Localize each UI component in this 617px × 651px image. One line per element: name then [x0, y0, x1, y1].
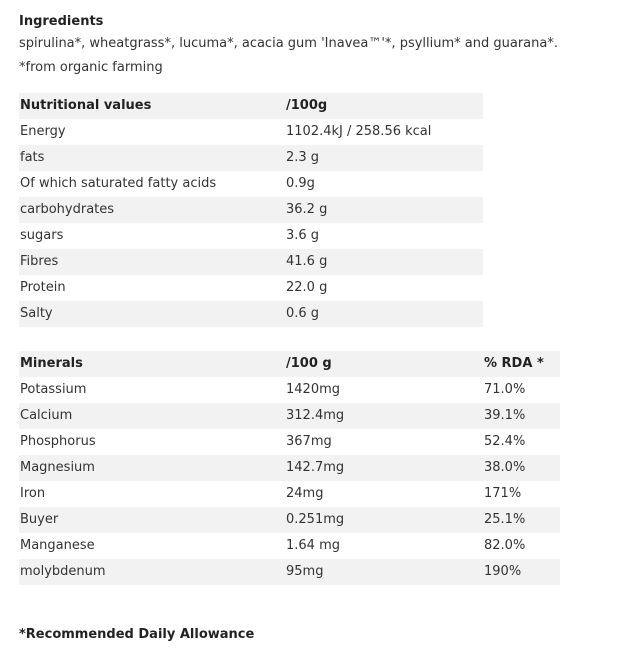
minerals-cell: [19, 585, 285, 611]
minerals-cell: 1420mg: [286, 382, 340, 397]
minerals-cell: Manganese: [20, 538, 95, 553]
product-info: [19, 12, 609, 645]
minerals-cell: 38.0%: [483, 455, 560, 481]
nutrition-row: [19, 249, 483, 275]
minerals-row: [19, 455, 560, 481]
minerals-row: [19, 377, 560, 403]
minerals-header-row: [19, 351, 560, 377]
nutrition-cell: fats: [19, 145, 285, 171]
minerals-cell: Calcium: [19, 403, 285, 429]
minerals-cell: 190%: [483, 559, 560, 585]
footnote: *Recommended Daily Allowance: [19, 627, 255, 642]
minerals-row: [19, 507, 560, 533]
minerals-cell: 71.0%: [484, 382, 526, 397]
minerals-header-cell: % RDA *: [483, 351, 560, 377]
nutrition-cell: Protein: [20, 280, 66, 295]
minerals-cell: 367mg: [286, 434, 332, 449]
nutrition-row: [19, 223, 483, 249]
minerals-header-cell: Minerals: [19, 351, 285, 377]
nutrition-cell: 0.6 g: [285, 301, 483, 327]
minerals-row: [19, 403, 560, 429]
minerals-header-cell: /100 g: [285, 351, 483, 377]
minerals-cell: 82.0%: [484, 538, 526, 553]
nutrition-row: [19, 275, 483, 301]
minerals-cell: 24mg: [286, 486, 324, 501]
minerals-cell: molybdenum: [19, 559, 285, 585]
minerals-cell: Potassium: [20, 382, 87, 397]
minerals-cell: Magnesium: [19, 455, 285, 481]
minerals-cell: Iron: [20, 486, 46, 501]
nutrition-row: [19, 119, 483, 145]
nutrition-cell: 36.2 g: [285, 197, 483, 223]
minerals-cell: 171%: [484, 486, 522, 501]
minerals-cell: 1.64 mg: [286, 538, 340, 553]
minerals-row: [19, 585, 560, 611]
nutrition-cell: Energy: [20, 124, 66, 139]
minerals-cell: 142.7mg: [285, 455, 483, 481]
nutrition-cell: 2.3 g: [285, 145, 483, 171]
minerals-cell: Buyer: [19, 507, 285, 533]
ingredients-heading: Ingredients: [19, 14, 104, 29]
minerals-row: [19, 429, 560, 455]
minerals-cell: 95mg: [285, 559, 483, 585]
minerals-cell: 312.4mg: [285, 403, 483, 429]
nutrition-cell: carbohydrates: [19, 197, 285, 223]
nutrition-cell: 1102.4kJ / 258.56 kcal: [286, 124, 432, 139]
minerals-row: [19, 533, 560, 559]
nutrition-cell: Of which saturated fatty acids: [20, 176, 217, 191]
nutrition-row: [19, 145, 483, 171]
minerals-cell: [483, 585, 560, 611]
nutrition-cell: 3.6 g: [286, 228, 320, 243]
minerals-row: [19, 481, 560, 507]
minerals-cell: 25.1%: [483, 507, 560, 533]
minerals-row: [19, 559, 560, 585]
minerals-table: [19, 351, 560, 611]
nutrition-header-cell: /100g: [285, 93, 483, 119]
minerals-cell: 39.1%: [483, 403, 560, 429]
minerals-cell: 52.4%: [484, 434, 526, 449]
nutrition-cell: sugars: [20, 228, 64, 243]
nutrition-cell: 22.0 g: [286, 280, 328, 295]
nutrition-cell: Fibres: [19, 249, 285, 275]
minerals-cell: Phosphorus: [20, 434, 96, 449]
minerals-cell: [285, 585, 483, 611]
nutrition-row: [19, 301, 483, 327]
nutrition-cell: Salty: [19, 301, 285, 327]
nutrition-table: [19, 93, 483, 327]
nutrition-header-row: [19, 93, 483, 119]
ingredients-text: spirulina*, wheatgrass*, lucuma*, acacia gum 'Inavea™'*, psyllium* and guarana*.: [19, 36, 558, 51]
nutrition-row: [19, 171, 483, 197]
nutrition-header-cell: Nutritional values: [19, 93, 285, 119]
nutrition-cell: 0.9g: [286, 176, 315, 191]
ingredients-note: *from organic farming: [19, 60, 163, 75]
nutrition-row: [19, 197, 483, 223]
minerals-cell: 0.251mg: [285, 507, 483, 533]
nutrition-cell: 41.6 g: [285, 249, 483, 275]
